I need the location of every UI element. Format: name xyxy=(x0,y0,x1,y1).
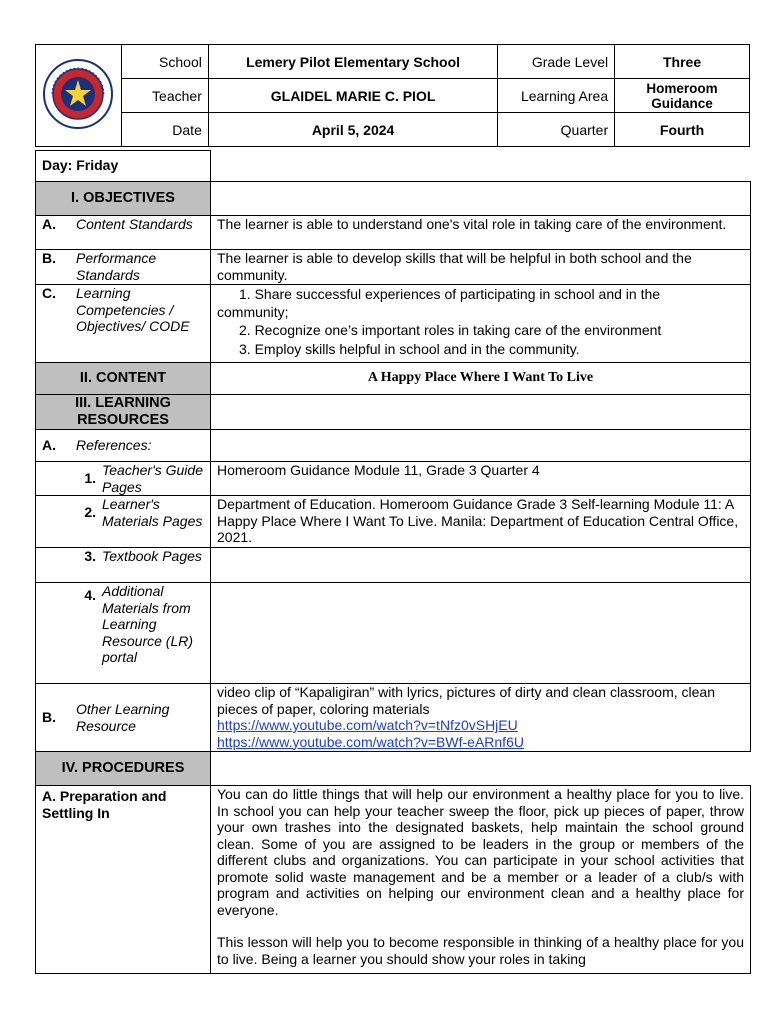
learners-materials-text: Department of Education. Homeroom Guidance Grade 3 Self-learning Module 11: A Happy Place Where I Want To Live. Manila: Department of Education Central Office, 2021. xyxy=(211,496,751,548)
references-label-cell xyxy=(36,430,211,462)
learning-resources-blank xyxy=(211,395,751,430)
preparation-paragraph-1: You can do little things that will help our environment a healthy place for you to live. In school you can help your teacher sweep the floor, pick up pieces of paper, throw your own trashes into the designated baskets, help maintain the school ground clean. Some of you are assigned to be leaders in the group or members of the different clubs and organizations. You can participate in your school activities that promote solid waste management and be a member or a leader of a club/s with program and activities on helping our environment clean and a healthy place for everyone. xyxy=(217,786,744,918)
competencies-list xyxy=(211,285,751,363)
competency-item: 3. Employ skills helpful in school and in the community. xyxy=(239,341,580,357)
lesson-title: A Happy Place Where I Want To Live xyxy=(211,363,751,395)
textbook-text xyxy=(211,548,751,583)
teacher-value: GLAIDEL MARIE C. PIOL xyxy=(208,79,497,113)
learning-resources-heading: III. LEARNING RESOURCES xyxy=(36,395,211,430)
references-letter: A. xyxy=(42,437,56,454)
learners-materials-label: Learner's Materials Pages xyxy=(102,496,203,529)
quarter-label: Quarter xyxy=(498,113,615,147)
performance-standards-label-cell xyxy=(36,250,211,285)
grade-level-label: Grade Level xyxy=(498,45,615,79)
competency-item: 2. Recognize one’s important roles in taking care of the environment xyxy=(239,322,662,338)
preparation-paragraph-2: This lesson will help you to become responsible in thinking of a healthy place for you to live. Being a learner you should show your roles in taking xyxy=(217,934,744,967)
competencies-label-cell xyxy=(36,285,211,363)
deped-seal-cell xyxy=(36,45,122,147)
teacher-label: Teacher xyxy=(121,79,208,113)
procedures-heading-gap xyxy=(211,752,751,786)
competencies-letter: C. xyxy=(42,285,56,301)
additional-materials-label: Additional Materials from Learning Resource (LR) portal xyxy=(102,583,194,665)
day-gap xyxy=(211,151,751,182)
competencies-label: Learning Competencies / Objectives/ CODE xyxy=(76,285,190,334)
performance-standards-text: The learner is able to develop skills that will be helpful in both school and the community. xyxy=(211,250,751,285)
youtube-link-2[interactable]: https://www.youtube.com/watch?v=BWf-eARnf6U xyxy=(217,733,524,750)
competency-item-continued: community; xyxy=(217,304,289,320)
additional-materials-label-cell xyxy=(36,583,211,684)
deped-seal-icon xyxy=(42,58,114,130)
textbook-label-cell xyxy=(36,548,211,583)
date-value: April 5, 2024 xyxy=(208,113,497,147)
resource-number: 1. xyxy=(84,470,96,487)
other-resource-label: Other Learning Resource xyxy=(76,701,170,734)
teachers-guide-label: Teacher's Guide Pages xyxy=(102,462,203,495)
day-cell: Day: Friday xyxy=(36,151,211,182)
textbook-label: Textbook Pages xyxy=(102,548,202,564)
competency-item: 1. Share successful experiences of participating in school and in the xyxy=(239,286,661,302)
teachers-guide-text: Homeroom Guidance Module 11, Grade 3 Quarter 4 xyxy=(211,462,751,496)
teachers-guide-label-cell xyxy=(36,462,211,496)
other-resource-label-cell xyxy=(36,684,211,752)
references-label: References: xyxy=(76,437,152,454)
learning-area-label: Learning Area xyxy=(498,79,615,113)
preparation-label: A. Preparation and Settling In xyxy=(36,786,211,974)
content-standards-label: Content Standards xyxy=(76,216,193,232)
grade-level-value: Three xyxy=(615,45,750,79)
learning-area-value: Homeroom Guidance xyxy=(615,79,750,113)
resource-number: 3. xyxy=(84,548,96,564)
school-label: School xyxy=(121,45,208,79)
header-table xyxy=(35,44,750,147)
content-heading: II. CONTENT xyxy=(36,363,211,395)
other-resource-letter: B. xyxy=(42,709,56,726)
date-label: Date xyxy=(121,113,208,147)
content-standards-label-cell xyxy=(36,216,211,250)
resource-number: 2. xyxy=(84,504,96,521)
objectives-heading: I. OBJECTIVES xyxy=(36,182,211,216)
additional-materials-text xyxy=(211,583,751,684)
performance-standards-label: Performance Standards xyxy=(76,250,157,283)
objectives-heading-blank xyxy=(211,182,751,216)
resource-number: 4. xyxy=(84,587,96,603)
other-resource-text: video clip of “Kapaligiran” with lyrics, pictures of dirty and clean classroom, clean pieces of paper, coloring materials xyxy=(217,684,715,717)
preparation-body xyxy=(211,786,751,974)
lesson-plan-table xyxy=(35,150,751,974)
content-standards-letter: A. xyxy=(42,216,56,232)
other-resource-cell xyxy=(211,684,751,752)
learners-materials-label-cell xyxy=(36,496,211,548)
quarter-value: Fourth xyxy=(615,113,750,147)
references-blank xyxy=(211,430,751,462)
procedures-heading: IV. PROCEDURES xyxy=(36,752,211,786)
content-standards-text: The learner is able to understand one's vital role in taking care of the environment. xyxy=(211,216,751,250)
performance-standards-letter: B. xyxy=(42,250,56,266)
school-value: Lemery Pilot Elementary School xyxy=(208,45,497,79)
youtube-link-1[interactable]: https://www.youtube.com/watch?v=tNfz0vSHjEU xyxy=(217,717,518,733)
